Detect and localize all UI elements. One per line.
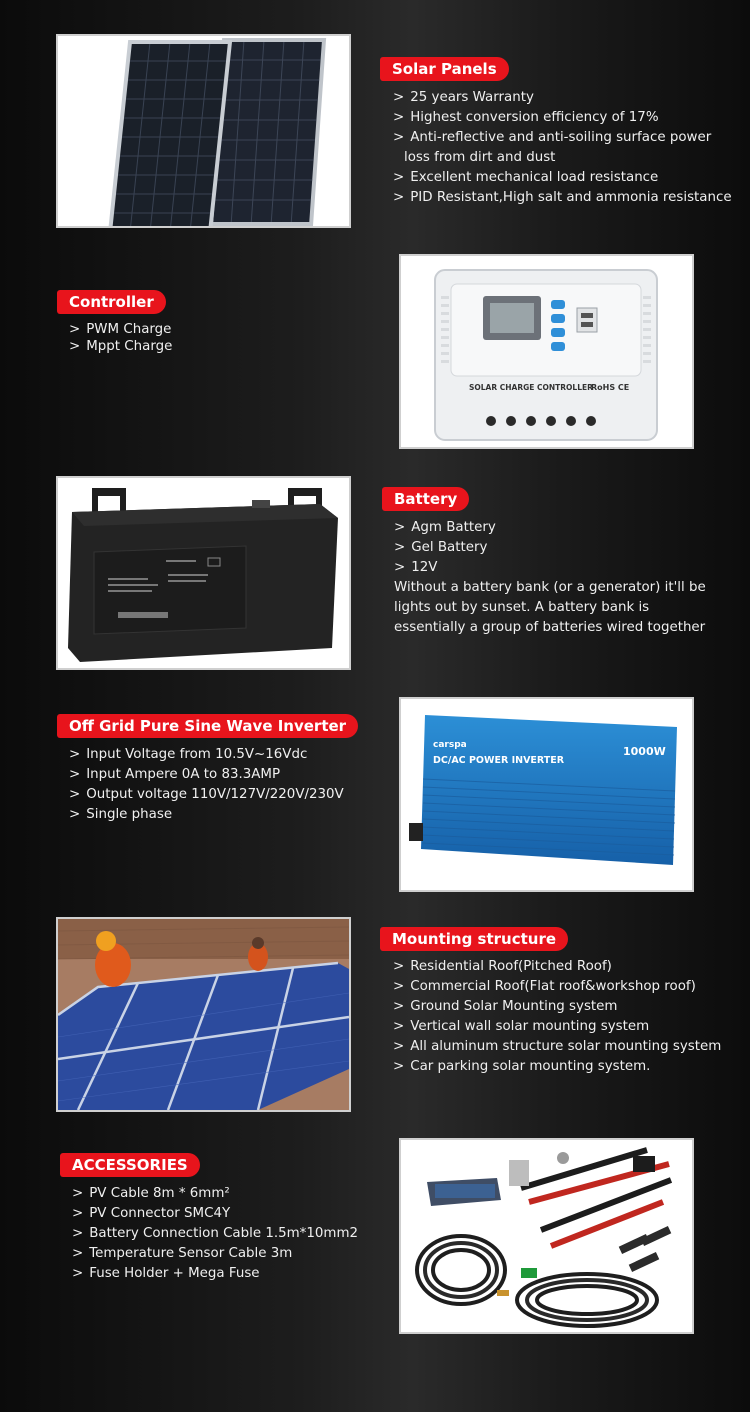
list-item: > Gel Battery bbox=[394, 540, 488, 555]
accessories-features bbox=[72, 1184, 382, 1284]
bullet-icon: > bbox=[72, 1266, 84, 1281]
inverter-title: Off Grid Pure Sine Wave Inverter bbox=[57, 714, 358, 738]
inverter-device-label: DC/AC POWER INVERTER bbox=[433, 755, 565, 766]
list-item: > Input Voltage from 10.5V~16Vdc bbox=[69, 747, 308, 762]
list-item: > Anti-reflective and anti-soiling surface power loss from dirt and dust bbox=[393, 130, 712, 165]
list-item: > 25 years Warranty bbox=[393, 90, 534, 105]
list-item: > Battery Connection Cable 1.5m*10mm2 bbox=[72, 1226, 359, 1241]
bullet-icon: > bbox=[72, 1206, 84, 1221]
list-item: > Ground Solar Mounting system bbox=[393, 999, 618, 1014]
bullet-icon: > bbox=[393, 1059, 405, 1074]
charge-controller-image bbox=[399, 254, 694, 449]
controller-features bbox=[69, 321, 269, 355]
list-item: > Vertical wall solar mounting system bbox=[393, 1019, 650, 1034]
inverter-brand: carspa bbox=[433, 740, 467, 750]
bullet-icon: > bbox=[69, 807, 81, 822]
bullet-icon: > bbox=[72, 1226, 84, 1241]
battery-image bbox=[56, 476, 351, 670]
list-item: > PV Cable 8m * 6mm² bbox=[72, 1186, 230, 1201]
list-item: > Residential Roof(Pitched Roof) bbox=[393, 959, 612, 974]
solar-panels-features bbox=[393, 88, 733, 208]
list-item: > Excellent mechanical load resistance bbox=[393, 170, 659, 185]
bullet-icon: > bbox=[394, 540, 406, 555]
bullet-icon: > bbox=[393, 90, 405, 105]
list-item: > PV Connector SMC4Y bbox=[72, 1206, 231, 1221]
bullet-icon: > bbox=[69, 322, 81, 337]
list-item: > PID Resistant,High salt and ammonia resistance bbox=[393, 190, 732, 205]
accessories-image bbox=[399, 1138, 694, 1334]
list-item: > Fuse Holder + Mega Fuse bbox=[72, 1266, 260, 1281]
list-item: > Output voltage 110V/127V/220V/230V bbox=[69, 787, 344, 802]
inverter-features bbox=[69, 745, 369, 825]
list-item: > Agm Battery bbox=[394, 520, 496, 535]
battery-features bbox=[394, 518, 714, 578]
mounting-structure-title: Mounting structure bbox=[380, 927, 568, 951]
bullet-icon: > bbox=[393, 170, 405, 185]
bullet-icon: > bbox=[69, 747, 81, 762]
bullet-icon: > bbox=[393, 959, 405, 974]
controller-title: Controller bbox=[57, 290, 166, 314]
mounting-structure-features bbox=[393, 957, 733, 1077]
bullet-icon: > bbox=[69, 339, 81, 354]
list-item: > Car parking solar mounting system. bbox=[393, 1059, 651, 1074]
list-item: > Temperature Sensor Cable 3m bbox=[72, 1246, 293, 1261]
bullet-icon: > bbox=[69, 767, 81, 782]
bullet-icon: > bbox=[72, 1246, 84, 1261]
bullet-icon: > bbox=[393, 130, 405, 145]
mounting-structure-image bbox=[56, 917, 351, 1112]
bullet-icon: > bbox=[393, 979, 405, 994]
list-item: > Mppt Charge bbox=[69, 339, 173, 354]
bullet-icon: > bbox=[393, 1019, 405, 1034]
battery-title: Battery bbox=[382, 487, 469, 511]
bullet-icon: > bbox=[393, 1039, 405, 1054]
controller-cert-label: RoHS CE bbox=[591, 383, 630, 392]
inverter-image bbox=[399, 697, 694, 892]
list-item: > Input Ampere 0A to 83.3AMP bbox=[69, 767, 281, 782]
controller-device-label: SOLAR CHARGE CONTROLLER bbox=[469, 383, 593, 392]
bullet-icon: > bbox=[393, 999, 405, 1014]
list-item: > All aluminum structure solar mounting system bbox=[393, 1039, 722, 1054]
bullet-icon: > bbox=[72, 1186, 84, 1201]
list-item: > Highest conversion efficiency of 17% bbox=[393, 110, 659, 125]
solar-panels-title: Solar Panels bbox=[380, 57, 509, 81]
battery-description: Without a battery bank (or a generator) it'll be lights out by sunset. A battery bank is essentially a group of batteries wired together bbox=[394, 580, 706, 635]
bullet-icon: > bbox=[69, 787, 81, 802]
bullet-icon: > bbox=[393, 110, 405, 125]
solar-panels-image bbox=[56, 34, 351, 228]
inverter-power-label: 1000W bbox=[623, 745, 666, 758]
bullet-icon: > bbox=[394, 520, 406, 535]
bullet-icon: > bbox=[393, 190, 405, 205]
list-item: > Commercial Roof(Flat roof&workshop roof) bbox=[393, 979, 696, 994]
list-item: > PWM Charge bbox=[69, 322, 172, 337]
list-item: > 12V bbox=[394, 560, 438, 575]
accessories-title: ACCESSORIES bbox=[60, 1153, 200, 1177]
list-item: > Single phase bbox=[69, 807, 173, 822]
bullet-icon: > bbox=[394, 560, 406, 575]
